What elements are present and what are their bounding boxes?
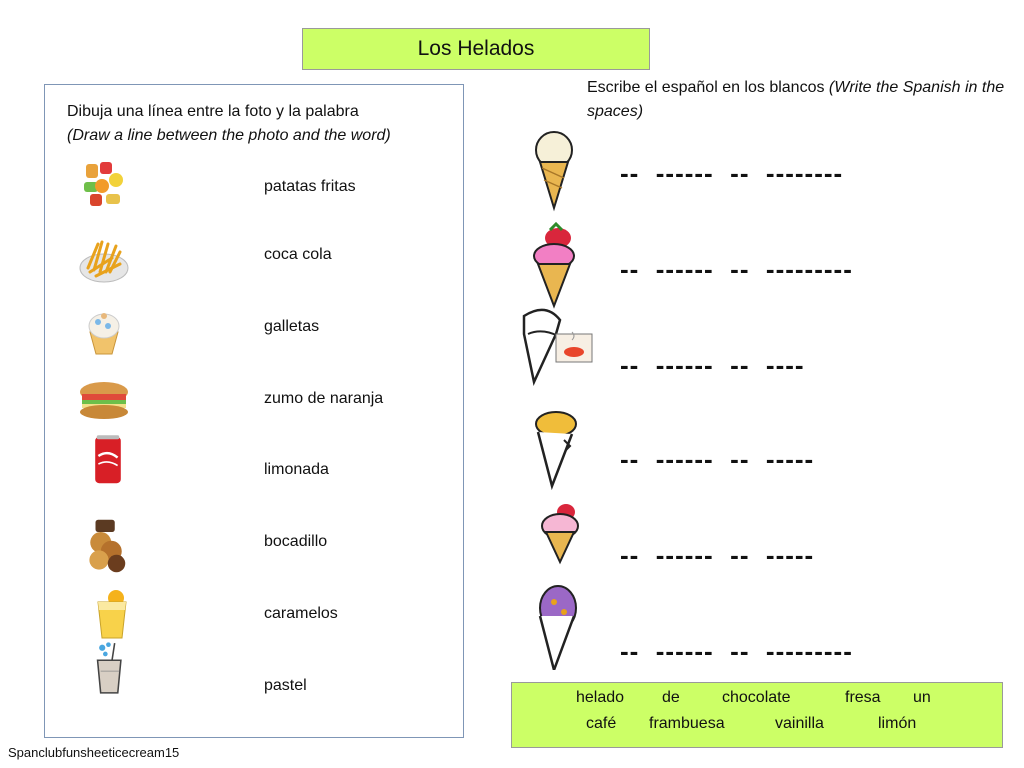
cookies-picture [78, 518, 134, 574]
matching-word: patatas fritas [264, 178, 356, 195]
answer-blank[interactable]: -- ------ -- ----- [620, 444, 815, 474]
fries-picture [76, 232, 132, 288]
answer-blank[interactable]: -- ------ -- --------- [620, 636, 853, 666]
word-bank-item: café [586, 715, 617, 732]
berry-ice-cream-picture [524, 580, 614, 670]
word-bank-item: fresa [845, 689, 881, 706]
milkshake-picture [82, 640, 138, 696]
footer-credit: Spanclubfunsheeticecream15 [8, 745, 180, 760]
cupcake-picture [76, 302, 132, 358]
page-title [302, 28, 650, 70]
matching-instructions-english: (Draw a line between the photo and the word) [67, 127, 391, 144]
chocolate-ice-cream-picture [516, 304, 606, 394]
word-bank-item: chocolate [722, 689, 791, 706]
candy-picture [76, 158, 132, 214]
matching-instructions [67, 100, 391, 148]
answer-blank[interactable]: -- ------ -- ----- [620, 540, 815, 570]
word-bank [511, 682, 1003, 748]
word-bank-item: de [662, 689, 680, 706]
word-bank-item: frambuesa [649, 715, 725, 732]
matching-word: caramelos [264, 605, 338, 622]
fill-in-instructions [587, 76, 1007, 124]
vanilla-ice-cream-picture [524, 122, 614, 212]
fill-in-instructions-english: (Write the Spanish in the spaces) [587, 79, 1005, 120]
sandwich-picture [76, 372, 132, 428]
raspberry-ice-cream-picture [524, 220, 614, 310]
matching-word: pastel [264, 677, 307, 694]
answer-blank[interactable]: -- ------ -- -------- [620, 158, 844, 188]
fill-in-instructions-spanish: Escribe el español en los blancos [587, 79, 829, 96]
lemonade-picture [86, 586, 142, 642]
word-bank-item: limón [878, 715, 917, 732]
matching-word: galletas [264, 318, 320, 335]
strawberry-ice-cream-picture [538, 500, 628, 590]
answer-blank[interactable]: -- ------ -- ---- [620, 350, 805, 380]
word-bank-item: helado [576, 689, 625, 706]
cola-can-picture [80, 432, 136, 488]
word-bank-item: un [913, 689, 931, 706]
matching-word: limonada [264, 461, 329, 478]
matching-instructions-spanish: Dibuja una línea entre la foto y la palabra [67, 103, 359, 120]
word-bank-item: vainilla [775, 715, 824, 732]
matching-word: zumo de naranja [264, 390, 384, 407]
page-title-text: Los Helados [417, 37, 535, 60]
answer-blank[interactable]: -- ------ -- --------- [620, 254, 853, 284]
matching-word: bocadillo [264, 533, 328, 550]
lemon-ice-cream-picture [524, 402, 614, 492]
matching-word: coca cola [264, 246, 332, 263]
